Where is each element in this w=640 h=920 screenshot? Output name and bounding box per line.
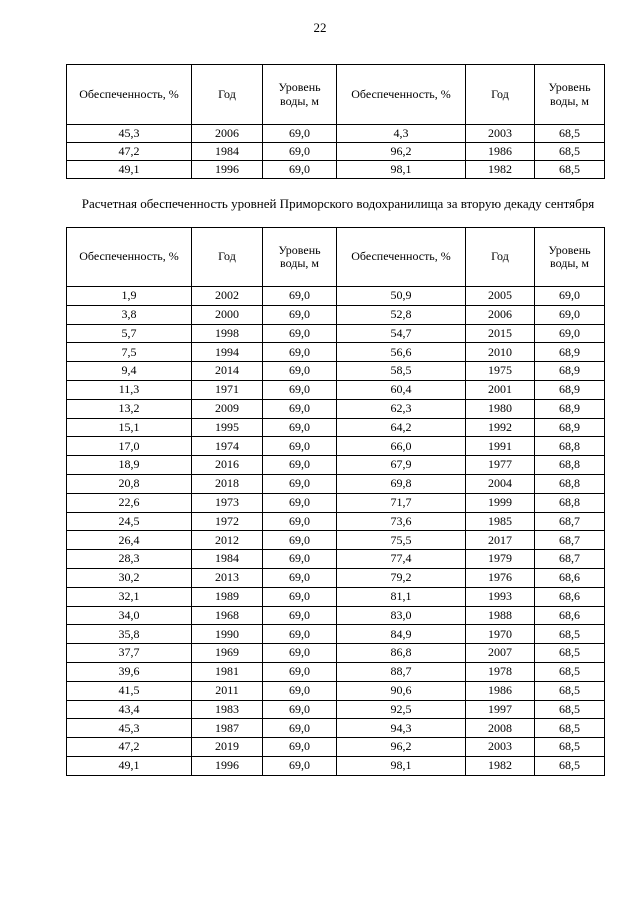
- provision-cell: 7,5: [67, 343, 192, 362]
- year-cell: 2012: [192, 531, 263, 550]
- table-row: [67, 531, 605, 550]
- level-cell: 69,0: [263, 305, 337, 324]
- level-cell: 68,5: [535, 662, 605, 681]
- level-cell: 68,8: [535, 493, 605, 512]
- level-cell: 68,5: [535, 143, 605, 161]
- level-cell: 68,9: [535, 343, 605, 362]
- provision-cell: 22,6: [67, 493, 192, 512]
- table-row: [67, 305, 605, 324]
- level-cell: 69,0: [263, 143, 337, 161]
- provision-cell: 5,7: [67, 324, 192, 343]
- table-row: [67, 287, 605, 306]
- year-cell: 2016: [192, 456, 263, 475]
- table-row: [67, 362, 605, 381]
- table-row: [67, 456, 605, 475]
- provision-cell: 26,4: [67, 531, 192, 550]
- year-cell: 1970: [466, 625, 535, 644]
- year-cell: 2004: [466, 474, 535, 493]
- level-cell: 69,0: [263, 568, 337, 587]
- table-september: [66, 227, 605, 776]
- header-level: Уровень воды, м: [263, 65, 337, 125]
- level-cell: 69,0: [263, 625, 337, 644]
- provision-cell: 18,9: [67, 456, 192, 475]
- year-cell: 2000: [192, 305, 263, 324]
- provision-cell: 86,8: [337, 644, 466, 663]
- provision-cell: 34,0: [67, 606, 192, 625]
- level-cell: 68,8: [535, 456, 605, 475]
- year-cell: 1996: [192, 756, 263, 775]
- year-cell: 1975: [466, 362, 535, 381]
- level-cell: 68,9: [535, 418, 605, 437]
- year-cell: 2003: [466, 738, 535, 757]
- level-cell: 68,9: [535, 380, 605, 399]
- header-level: Уровень воды, м: [263, 228, 337, 287]
- year-cell: 1983: [192, 700, 263, 719]
- provision-cell: 73,6: [337, 512, 466, 531]
- year-cell: 1997: [466, 700, 535, 719]
- year-cell: 2010: [466, 343, 535, 362]
- provision-cell: 41,5: [67, 681, 192, 700]
- header-level: Уровень воды, м: [535, 228, 605, 287]
- level-cell: 69,0: [263, 550, 337, 569]
- table-row: [67, 644, 605, 663]
- provision-cell: 90,6: [337, 681, 466, 700]
- table-row: [67, 606, 605, 625]
- provision-cell: 98,1: [337, 756, 466, 775]
- provision-cell: 66,0: [337, 437, 466, 456]
- provision-cell: 67,9: [337, 456, 466, 475]
- provision-cell: 24,5: [67, 512, 192, 531]
- level-cell: 69,0: [263, 125, 337, 143]
- provision-cell: 20,8: [67, 474, 192, 493]
- level-cell: 68,9: [535, 362, 605, 381]
- provision-cell: 13,2: [67, 399, 192, 418]
- level-cell: 69,0: [263, 738, 337, 757]
- year-cell: 2003: [466, 125, 535, 143]
- provision-cell: 79,2: [337, 568, 466, 587]
- year-cell: 2013: [192, 568, 263, 587]
- level-cell: 68,5: [535, 161, 605, 179]
- table-september-body: [67, 287, 605, 776]
- provision-cell: 58,5: [337, 362, 466, 381]
- level-cell: 68,5: [535, 756, 605, 775]
- header-provision: Обеспеченность, %: [67, 65, 192, 125]
- level-cell: 68,5: [535, 738, 605, 757]
- year-cell: 2008: [466, 719, 535, 738]
- level-cell: 68,7: [535, 531, 605, 550]
- level-cell: 68,8: [535, 437, 605, 456]
- year-cell: 1990: [192, 625, 263, 644]
- year-cell: 2005: [466, 287, 535, 306]
- provision-cell: 52,8: [337, 305, 466, 324]
- year-cell: 2014: [192, 362, 263, 381]
- provision-cell: 92,5: [337, 700, 466, 719]
- year-cell: 1998: [192, 324, 263, 343]
- page-number: 22: [313, 20, 327, 35]
- level-cell: 69,0: [263, 399, 337, 418]
- table-row: [67, 380, 605, 399]
- year-cell: 1971: [192, 380, 263, 399]
- level-cell: 68,7: [535, 550, 605, 569]
- year-cell: 2011: [192, 681, 263, 700]
- provision-cell: 84,9: [337, 625, 466, 644]
- year-cell: 1988: [466, 606, 535, 625]
- provision-cell: 49,1: [67, 756, 192, 775]
- level-cell: 69,0: [263, 700, 337, 719]
- table-header-row: [67, 228, 605, 287]
- provision-cell: 64,2: [337, 418, 466, 437]
- year-cell: 1968: [192, 606, 263, 625]
- table-row: [67, 343, 605, 362]
- year-cell: 2002: [192, 287, 263, 306]
- provision-cell: 4,3: [337, 125, 466, 143]
- table-row: [67, 324, 605, 343]
- provision-cell: 15,1: [67, 418, 192, 437]
- header-year: Год: [192, 65, 263, 125]
- table-row: [67, 161, 605, 179]
- year-cell: 1973: [192, 493, 263, 512]
- level-cell: 69,0: [263, 512, 337, 531]
- provision-cell: 45,3: [67, 719, 192, 738]
- table-row: [67, 474, 605, 493]
- provision-cell: 49,1: [67, 161, 192, 179]
- provision-cell: 75,5: [337, 531, 466, 550]
- year-cell: 1978: [466, 662, 535, 681]
- year-cell: 2007: [466, 644, 535, 663]
- level-cell: 69,0: [263, 474, 337, 493]
- year-cell: 2019: [192, 738, 263, 757]
- provision-cell: 56,6: [337, 343, 466, 362]
- table-row: [67, 512, 605, 531]
- year-cell: 1979: [466, 550, 535, 569]
- provision-cell: 35,8: [67, 625, 192, 644]
- provision-cell: 83,0: [337, 606, 466, 625]
- year-cell: 1984: [192, 550, 263, 569]
- level-cell: 68,8: [535, 474, 605, 493]
- table-top: [66, 64, 605, 179]
- table-row: [67, 399, 605, 418]
- header-provision: Обеспеченность, %: [337, 228, 466, 287]
- table-row: [67, 756, 605, 775]
- table-row: [67, 738, 605, 757]
- provision-cell: 32,1: [67, 587, 192, 606]
- provision-cell: 88,7: [337, 662, 466, 681]
- level-cell: 68,6: [535, 587, 605, 606]
- table-row: [67, 568, 605, 587]
- provision-cell: 54,7: [337, 324, 466, 343]
- provision-cell: 47,2: [67, 143, 192, 161]
- year-cell: 1989: [192, 587, 263, 606]
- level-cell: 68,5: [535, 681, 605, 700]
- level-cell: 68,5: [535, 625, 605, 644]
- level-cell: 69,0: [263, 418, 337, 437]
- provision-cell: 96,2: [337, 143, 466, 161]
- provision-cell: 45,3: [67, 125, 192, 143]
- table-row: [67, 125, 605, 143]
- year-cell: 1992: [466, 418, 535, 437]
- level-cell: 69,0: [535, 324, 605, 343]
- provision-cell: 77,4: [337, 550, 466, 569]
- level-cell: 69,0: [263, 362, 337, 381]
- table-row: [67, 143, 605, 161]
- level-cell: 69,0: [263, 644, 337, 663]
- level-cell: 69,0: [535, 287, 605, 306]
- year-cell: 2015: [466, 324, 535, 343]
- year-cell: 1982: [466, 161, 535, 179]
- table-row: [67, 550, 605, 569]
- table-header-row: [67, 65, 605, 125]
- year-cell: 1994: [192, 343, 263, 362]
- provision-cell: 3,8: [67, 305, 192, 324]
- level-cell: 69,0: [263, 380, 337, 399]
- provision-cell: 94,3: [337, 719, 466, 738]
- level-cell: 68,7: [535, 512, 605, 531]
- table-row: [67, 418, 605, 437]
- year-cell: 1999: [466, 493, 535, 512]
- table-row: [67, 437, 605, 456]
- year-cell: 1995: [192, 418, 263, 437]
- level-cell: 68,6: [535, 568, 605, 587]
- table-row: [67, 587, 605, 606]
- provision-cell: 28,3: [67, 550, 192, 569]
- level-cell: 68,5: [535, 125, 605, 143]
- level-cell: 69,0: [263, 343, 337, 362]
- table-row: [67, 625, 605, 644]
- provision-cell: 43,4: [67, 700, 192, 719]
- header-year: Год: [192, 228, 263, 287]
- header-year: Год: [466, 65, 535, 125]
- provision-cell: 37,7: [67, 644, 192, 663]
- year-cell: 1987: [192, 719, 263, 738]
- header-year: Год: [466, 228, 535, 287]
- year-cell: 1972: [192, 512, 263, 531]
- header-provision: Обеспеченность, %: [67, 228, 192, 287]
- year-cell: 1991: [466, 437, 535, 456]
- year-cell: 1993: [466, 587, 535, 606]
- table-row: [67, 719, 605, 738]
- level-cell: 69,0: [263, 437, 337, 456]
- provision-cell: 98,1: [337, 161, 466, 179]
- level-cell: 69,0: [263, 662, 337, 681]
- provision-cell: 1,9: [67, 287, 192, 306]
- table-caption: Расчетная обеспеченность уровней Приморского водохранилища за вторую декаду сентября: [81, 196, 595, 211]
- level-cell: 68,5: [535, 719, 605, 738]
- level-cell: 69,0: [263, 719, 337, 738]
- header-provision: Обеспеченность, %: [337, 65, 466, 125]
- level-cell: 69,0: [263, 531, 337, 550]
- year-cell: 1982: [466, 756, 535, 775]
- year-cell: 1980: [466, 399, 535, 418]
- provision-cell: 60,4: [337, 380, 466, 399]
- level-cell: 69,0: [263, 606, 337, 625]
- year-cell: 2009: [192, 399, 263, 418]
- year-cell: 2018: [192, 474, 263, 493]
- year-cell: 2006: [466, 305, 535, 324]
- provision-cell: 62,3: [337, 399, 466, 418]
- provision-cell: 81,1: [337, 587, 466, 606]
- level-cell: 69,0: [263, 681, 337, 700]
- level-cell: 69,0: [263, 287, 337, 306]
- year-cell: 1984: [192, 143, 263, 161]
- provision-cell: 96,2: [337, 738, 466, 757]
- year-cell: 2001: [466, 380, 535, 399]
- year-cell: 1969: [192, 644, 263, 663]
- year-cell: 1977: [466, 456, 535, 475]
- level-cell: 69,0: [263, 324, 337, 343]
- provision-cell: 39,6: [67, 662, 192, 681]
- level-cell: 68,6: [535, 606, 605, 625]
- table-top-body: [67, 125, 605, 179]
- year-cell: 1974: [192, 437, 263, 456]
- year-cell: 1985: [466, 512, 535, 531]
- year-cell: 1976: [466, 568, 535, 587]
- year-cell: 2017: [466, 531, 535, 550]
- table-row: [67, 681, 605, 700]
- provision-cell: 17,0: [67, 437, 192, 456]
- level-cell: 68,5: [535, 644, 605, 663]
- level-cell: 69,0: [535, 305, 605, 324]
- provision-cell: 30,2: [67, 568, 192, 587]
- level-cell: 69,0: [263, 456, 337, 475]
- provision-cell: 71,7: [337, 493, 466, 512]
- year-cell: 1986: [466, 681, 535, 700]
- table-row: [67, 700, 605, 719]
- provision-cell: 50,9: [337, 287, 466, 306]
- year-cell: 1986: [466, 143, 535, 161]
- level-cell: 69,0: [263, 587, 337, 606]
- level-cell: 69,0: [263, 161, 337, 179]
- provision-cell: 11,3: [67, 380, 192, 399]
- level-cell: 69,0: [263, 756, 337, 775]
- provision-cell: 9,4: [67, 362, 192, 381]
- level-cell: 69,0: [263, 493, 337, 512]
- level-cell: 68,5: [535, 700, 605, 719]
- year-cell: 1996: [192, 161, 263, 179]
- provision-cell: 69,8: [337, 474, 466, 493]
- header-level: Уровень воды, м: [535, 65, 605, 125]
- year-cell: 2006: [192, 125, 263, 143]
- level-cell: 68,9: [535, 399, 605, 418]
- year-cell: 1981: [192, 662, 263, 681]
- table-row: [67, 493, 605, 512]
- table-row: [67, 662, 605, 681]
- provision-cell: 47,2: [67, 738, 192, 757]
